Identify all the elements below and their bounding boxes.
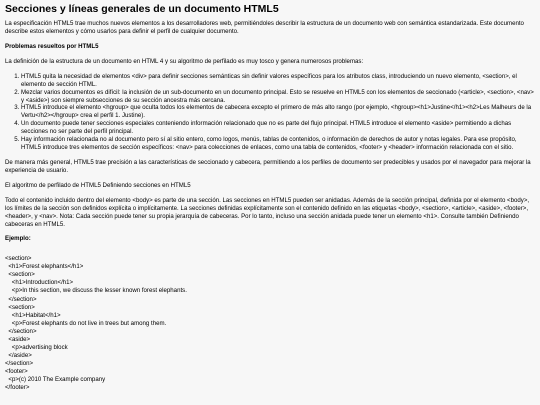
code-line: <aside> xyxy=(5,335,31,343)
code-line: <p>(c) 2010 The Example company xyxy=(5,375,106,383)
intro-paragraph: La especificación HTML5 trae muchos nuevos elementos a los desarrolladores web, permitiéndoles describir la estructura de un documento web con semántica estandarizada. Este documento describe estos elementos y cómo usarlos para definir el perfil de cualquier documento. xyxy=(5,20,524,35)
code-line: </section> xyxy=(5,359,34,367)
code-line: <h1>Forest elephants</h1> xyxy=(5,263,84,271)
code-line: </section> xyxy=(5,327,37,335)
code-line: </aside> xyxy=(5,351,32,359)
code-line: <footer> xyxy=(5,367,28,375)
code-line: <p>In this section, we discuss the lesser known forest elephants. xyxy=(5,287,187,295)
list-item: 3. HTML5 introduce el elemento <hgroup> que oculta todos los elementos de cabecera excepto el primero de más alto rango (por ejemplo, <hgroup><h1>Justine</h1><h2>Les Malheurs de la Vertu</h2></hgroup> crea el perfil 1. Justine). xyxy=(21,104,535,120)
problems-list xyxy=(5,73,535,152)
code-line: <section> xyxy=(5,271,35,279)
code-line: <h1>Introduction</h1> xyxy=(5,279,74,287)
code-example xyxy=(5,255,535,392)
algorithm-line: El algoritmo de perfilado de HTML5 Definiendo secciones en HTML5 xyxy=(5,181,191,189)
sections-paragraph: Todo el contenido incluido dentro del elemento <body> es parte de una sección. Las secciones en HTML5 pueden ser anidadas. Además de la sección principal, definida por el elemento <body>, los límites de la sección son definidos explícita o implícitamente. La secciones definidas explícitamente son el contenido definido en las etiquetas <body>, <section>, <article>, <aside>, <footer>, <header>, y <nav>. Nota: Cada sección puede tener su propia jerarquía de cabeceras. Por lo tanto, incluso una sección anidada puede tener un elemento <h1>. Consulte también Definiendo cabeceras en HTML5. xyxy=(5,196,530,228)
code-line: <p>Forest elephants do not live in trees but among them. xyxy=(5,319,167,327)
code-line: </footer> xyxy=(5,383,30,391)
list-item: 4. Un documento puede tener secciones especiales conteniendo información relacionado que no es parte del flujo principal. HTML5 introduce el elemento <aside> permitiendo a dichas secciones no ser parte del perfil principal. xyxy=(21,120,535,136)
code-line: <section> xyxy=(5,303,35,311)
page-title: Secciones y líneas generales de un documento HTML5 xyxy=(5,3,279,15)
problems-heading: Problemas resueltos por HTML5 xyxy=(5,42,99,50)
list-item: 5. Hay información relacionada no al documento pero sí al sitio entero, como logos, menús, tablas de contenidos, o información de derechos de autor y notas legales. Para ese propósito, HTML5 introduce tres elementos de sección específicos: <nav> para colecciones de enlaces, como una tabla de contenidos, <footer> y <header> información relacionada con el sitio. xyxy=(21,136,535,152)
list-item: 1. HTML5 quita la necesidad de elementos <div> para definir secciones semánticas sin definir valores específicos para los atributos class, introduciendo un nuevo elemento, <section>, el elemento de sección HTML. xyxy=(21,73,535,89)
code-line: <h1>Habitat</h1> xyxy=(5,311,61,319)
example-heading: Ejemplo: xyxy=(5,235,31,243)
conclusion-paragraph: De manera más general, HTML5 trae precisión a las características de seccionado y cabecera, permitiendo a los perfiles de documento ser predecibles y usados por el navegador para mejorar la experiencia de usuario. xyxy=(5,158,531,174)
list-item: 2. Mezclar varios documentos es difícil: la inclusión de un sub-documento en un documento principal. Esto se resuelve en HTML5 con los elementos de seccionado (<article>, <section>, <nav> y <aside>) son siempre subsecciones de su sección ancestra más cercana. xyxy=(21,89,535,105)
code-line: <section> xyxy=(5,255,32,263)
code-line: </section> xyxy=(5,295,37,303)
problems-intro: La definición de la estructura de un documento en HTML 4 y su algoritmo de perfilado es muy tosco y genera numerosos problemas: xyxy=(5,57,364,65)
code-line: <p>advertising block xyxy=(5,343,68,351)
